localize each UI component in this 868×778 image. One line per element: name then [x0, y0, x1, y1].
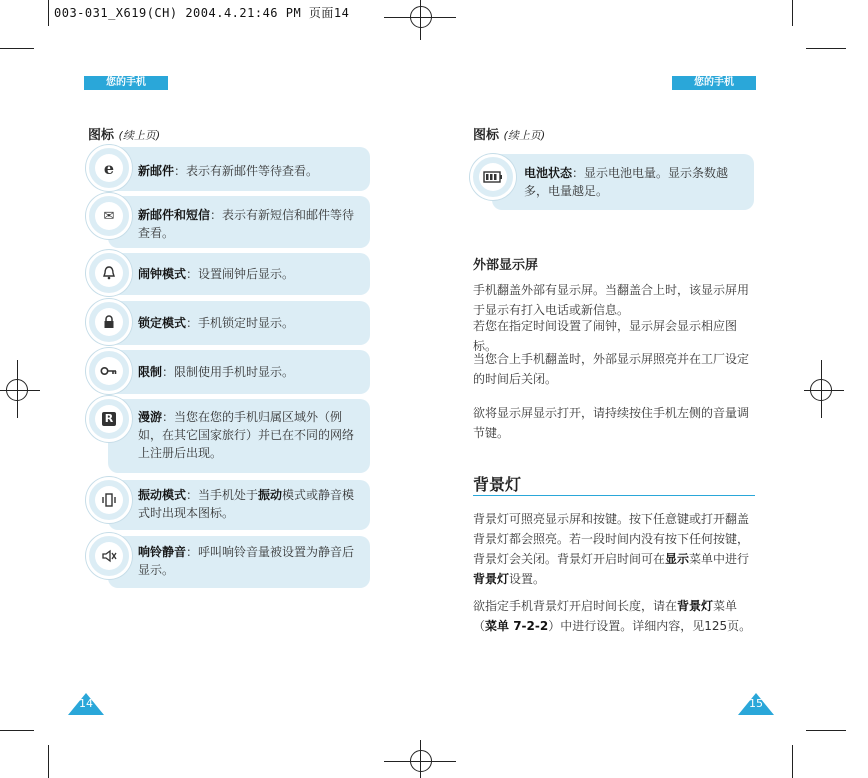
print-slug-header: 003-031_X619(CH) 2004.4.21:46 PM 页面14: [54, 6, 350, 20]
paragraph: 背景灯可照亮显示屏和按键。按下任意键或打开翻盖背景灯都会照亮。若一段时间内没有按下任何按键，背景灯会关闭。背景灯开启时间可在显示菜单中进行背景灯设置。: [473, 512, 750, 586]
icon-badge: [86, 145, 132, 191]
paragraph: 手机翻盖外部有显示屏。当翻盖合上时，该显示屏用于显示有打入电话或新信息。: [473, 283, 750, 317]
crop-mark: [48, 745, 49, 778]
battery-icon: [479, 163, 507, 191]
crop-mark: [792, 0, 793, 26]
paragraph: 欲指定手机背景灯开启时间长度，请在背景灯菜单（菜单 7-2-2）中进行设置。详细内容，见125页。: [473, 599, 752, 633]
heading-subtitle: (续上页): [118, 129, 161, 142]
icon-badge: [86, 533, 132, 579]
registration-line: [17, 360, 18, 418]
paragraph: 若您在指定时间设置了闹钟，显示屏会显示相应图标。: [473, 319, 738, 353]
section-title: 背景灯: [473, 475, 522, 494]
crop-mark: [0, 48, 34, 49]
icon-badge: [86, 396, 132, 442]
icon-badge: [470, 154, 516, 200]
icon-badge: [86, 193, 132, 239]
page-number: 14: [79, 697, 93, 710]
page-heading: [88, 124, 160, 143]
mail-message-icon: ✉: [95, 202, 123, 230]
section-title: 外部显示屏: [473, 258, 539, 273]
page-heading: [473, 124, 545, 143]
page-number: 15: [749, 697, 763, 710]
icon-description: 限制：限制使用手机时显示。: [138, 365, 295, 379]
icon-description: 电池状态：显示电池电量。显示条数越多，电量越足。: [524, 166, 729, 198]
icon-description: 新邮件：表示有新邮件等待查看。: [138, 164, 319, 178]
crop-mark: [806, 730, 846, 731]
registration-line: [420, 0, 421, 40]
registration-line: [420, 740, 421, 778]
registration-line: [804, 390, 844, 391]
section-tab: 您的手机: [672, 76, 756, 90]
key-icon: [95, 357, 123, 385]
paragraph: 当您合上手机翻盖时，外部显示屏照亮并在工厂设定的时间后关闭。: [473, 352, 750, 386]
crop-mark: [0, 730, 34, 731]
crop-mark: [806, 48, 846, 49]
icon-description: 响铃静音：呼叫响铃音量被设置为静音后显示。: [138, 545, 355, 577]
crop-mark: [48, 0, 49, 26]
icon-description: 振动模式：当手机处于振动模式或静音模式时出现本图标。: [138, 488, 355, 520]
icon-description: 锁定模式：手机锁定时显示。: [138, 316, 295, 330]
icon-badge: [86, 348, 132, 394]
icon-badge: [86, 250, 132, 296]
lock-icon: [95, 308, 123, 336]
heading-title: 图标: [473, 128, 500, 143]
mute-ringer-icon: [95, 542, 123, 570]
crop-mark: [792, 745, 793, 778]
icon-badge: [86, 477, 132, 523]
registration-line: [821, 360, 822, 418]
icon-badge: [86, 299, 132, 345]
paragraph: 欲将显示屏显示打开，请持续按住手机左侧的音量调节键。: [473, 406, 750, 440]
icon-description: 漫游：当您在您的手机归属区域外（例如，在其它国家旅行）并已在不同的网络上注册后出现。: [138, 410, 355, 460]
section-rule: [473, 495, 755, 496]
section-tab: 您的手机: [84, 76, 168, 90]
alarm-bell-icon: [95, 259, 123, 287]
icon-description: 闹钟模式：设置闹钟后显示。: [138, 267, 295, 281]
heading-subtitle: (续上页): [503, 129, 546, 142]
icon-description: 新邮件和短信：表示有新短信和邮件等待查看。: [138, 208, 355, 240]
vibration-icon: [95, 486, 123, 514]
roaming-icon: R: [95, 405, 123, 433]
registration-line: [0, 390, 40, 391]
email-icon: e: [95, 154, 123, 182]
heading-title: 图标: [88, 128, 115, 143]
